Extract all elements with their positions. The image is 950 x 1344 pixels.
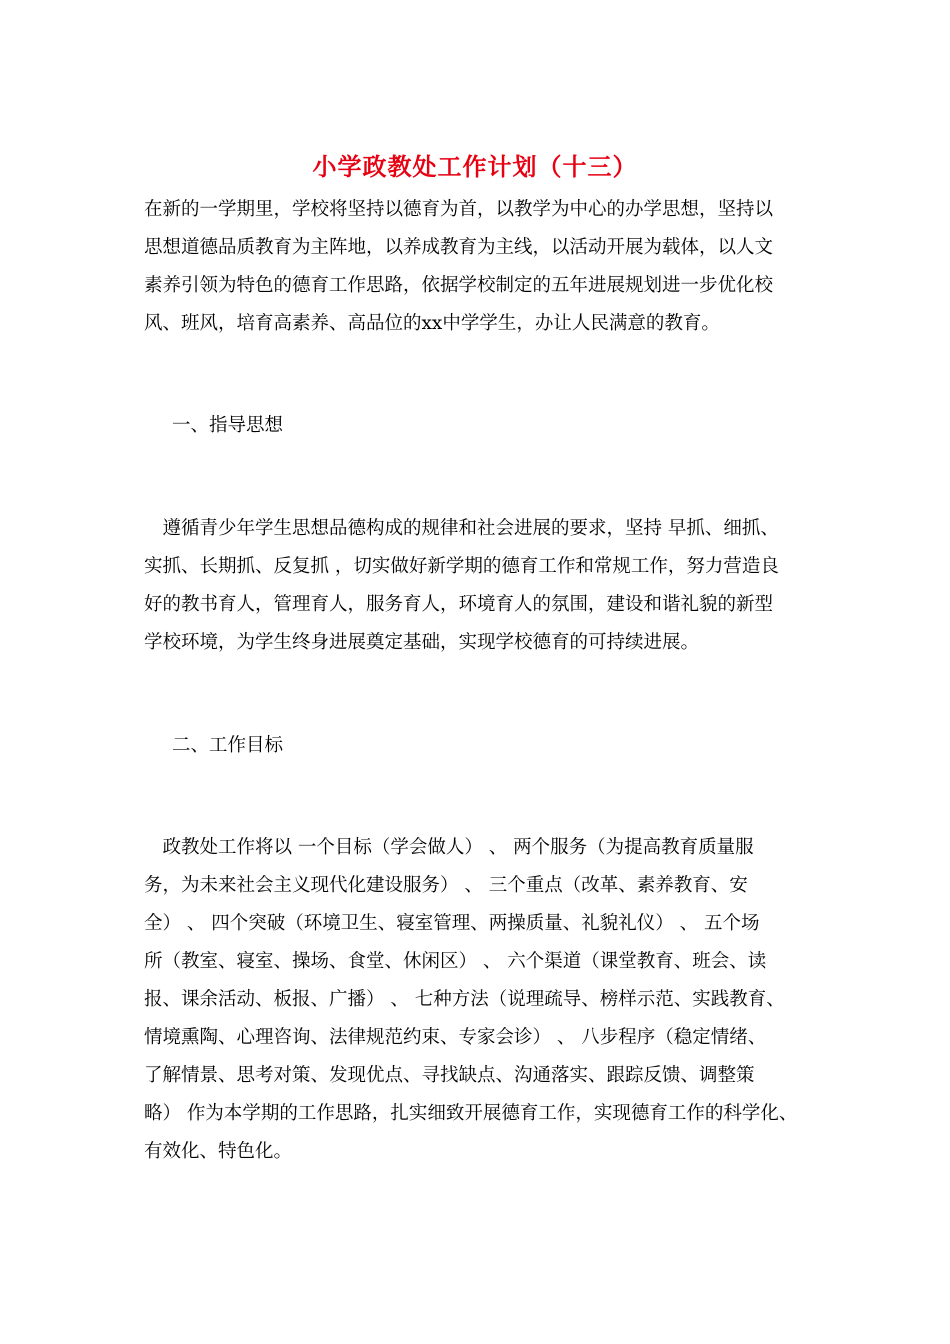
section2-line: 报、课余活动、板报、广播） 、 七种方法（说理疏导、榜样示范、实践教育、 [144,989,785,1010]
section2-line: 政教处工作将以 一个目标（学会做人） 、 两个服务（为提高教育质量服 [144,837,754,858]
section2-line: 了解情景、思考对策、发现优点、寻找缺点、沟通落实、跟踪反馈、调整策 [144,1065,755,1086]
document-title: 小学政教处工作计划（十三） [312,152,638,181]
section1-heading: 一、指导思想 [172,415,284,436]
section2-line: 全） 、 四个突破（环境卫生、寝室管理、两操质量、礼貌礼仪） 、 五个场 [144,913,760,934]
section2-line: 略） 作为本学期的工作思路，扎实细致开展德育工作，实现德育工作的科学化、 [144,1103,798,1124]
section2-line: 情境熏陶、心理咨询、法律规范约束、专家会诊） 、 八步程序（稳定情绪、 [144,1027,767,1048]
intro-line: 素养引领为特色的德育工作思路，依据学校制定的五年进展规划进一步优化校 [144,275,774,296]
section2-line: 务，为未来社会主义现代化建设服务） 、 三个重点（改革、素养教育、安 [144,875,748,896]
section2-line: 有效化、特色化。 [144,1141,293,1162]
section1-line: 好的教书育人，管理育人，服务育人，环境育人的氛围，建设和谐礼貌的新型 [144,594,774,615]
intro-line: 风、班风，培育高素养、高品位的xx中学学生，办让人民满意的教育。 [144,313,720,334]
section1-line: 遵循青少年学生思想品德构成的规律和社会进展的要求，坚持 早抓、细抓、 [144,518,779,539]
intro-line: 在新的一学期里，学校将坚持以德育为首，以教学为中心的办学思想，坚持以 [144,199,774,220]
section2-line: 所（教室、寝室、操场、食堂、休闲区） 、 六个渠道（课堂教育、班会、读 [144,951,767,972]
section1-line: 学校环境，为学生终身进展奠定基础，实现学校德育的可持续进展。 [144,632,700,653]
section2-heading: 二、工作目标 [172,735,284,756]
section1-line: 实抓、长期抓、反复抓 ，切实做好新学期的德育工作和常规工作，努力营造良 [144,556,779,577]
intro-line: 思想道德品质教育为主阵地，以养成教育为主线，以活动开展为载体，以人文 [144,237,774,258]
